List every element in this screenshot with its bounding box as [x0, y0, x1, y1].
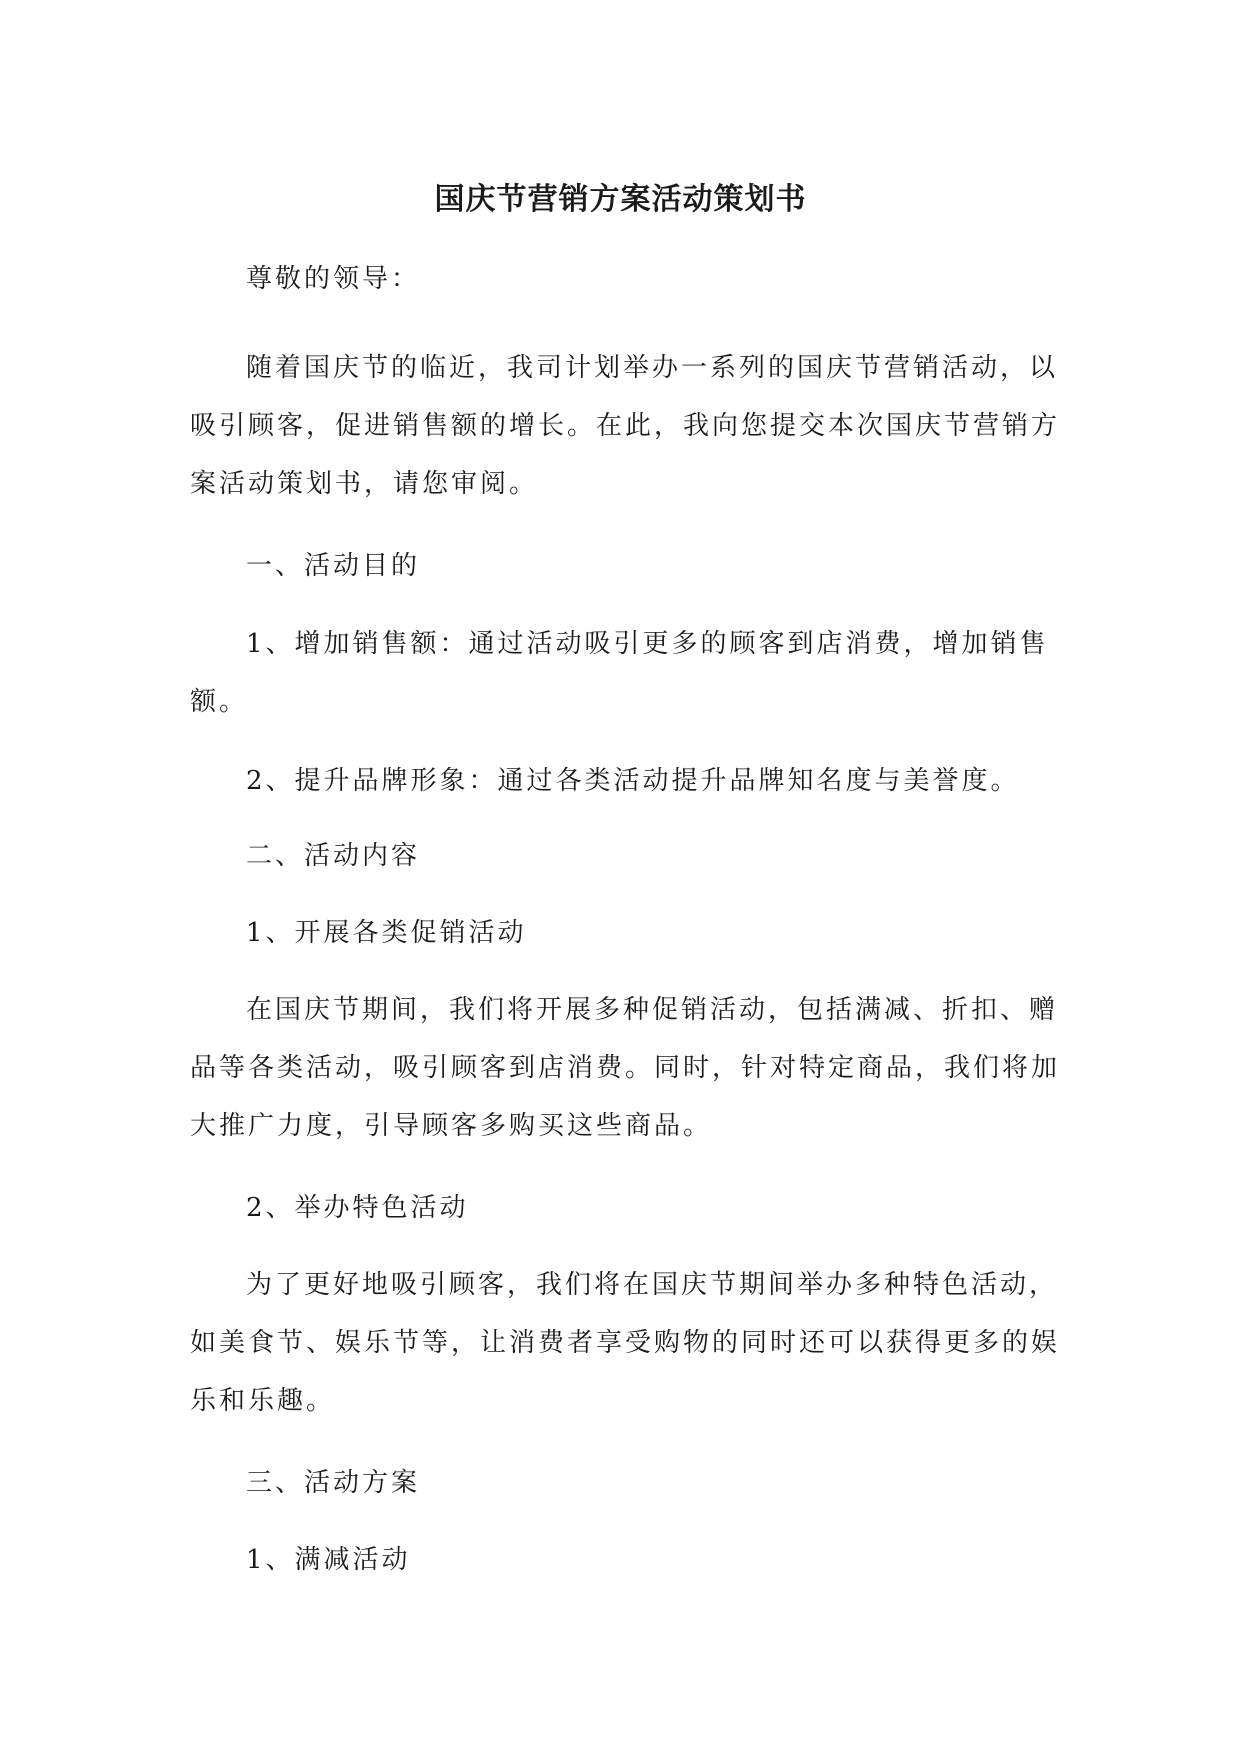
content-item-promotions-text: 在国庆节期间，我们将开展多种促销活动，包括满减、折扣、赠品等各类活动，吸引顾客到店消费。同时，针对特定商品，我们将加大推广力度，引导顾客多购买这些商品。	[190, 995, 1061, 1141]
content-item-special-text: 为了更好地吸引顾客，我们将在国庆节期间举办多种特色活动，如美食节、娱乐节等，让消费者享受购物的同时还可以获得更多的娱乐和乐趣。	[190, 1270, 1061, 1416]
purpose-item-brand: 2、提升品牌形象：通过各类活动提升品牌知名度与美誉度。	[246, 766, 1020, 796]
content-item-promotions-heading: 1、开展各类促销活动	[246, 918, 527, 948]
purpose-item-sales: 1、增加销售额：通过活动吸引更多的顾客到店消费，增加销售额。	[190, 629, 1049, 717]
section-heading-plan: 三、活动方案	[246, 1468, 421, 1498]
salutation: 尊敬的领导：	[246, 264, 421, 294]
section-heading-purpose: 一、活动目的	[246, 551, 421, 581]
section-heading-content: 二、活动内容	[246, 841, 421, 871]
content-item-special-heading: 2、举办特色活动	[246, 1193, 469, 1223]
intro-paragraph: 随着国庆节的临近，我司计划举办一系列的国庆节营销活动，以吸引顾客，促进销售额的增长。在此，我向您提交本次国庆节营销方案活动策划书，请您审阅。	[190, 353, 1061, 499]
plan-item-discount-heading: 1、满减活动	[246, 1545, 411, 1575]
document-title: 国庆节营销方案活动策划书	[434, 182, 807, 217]
